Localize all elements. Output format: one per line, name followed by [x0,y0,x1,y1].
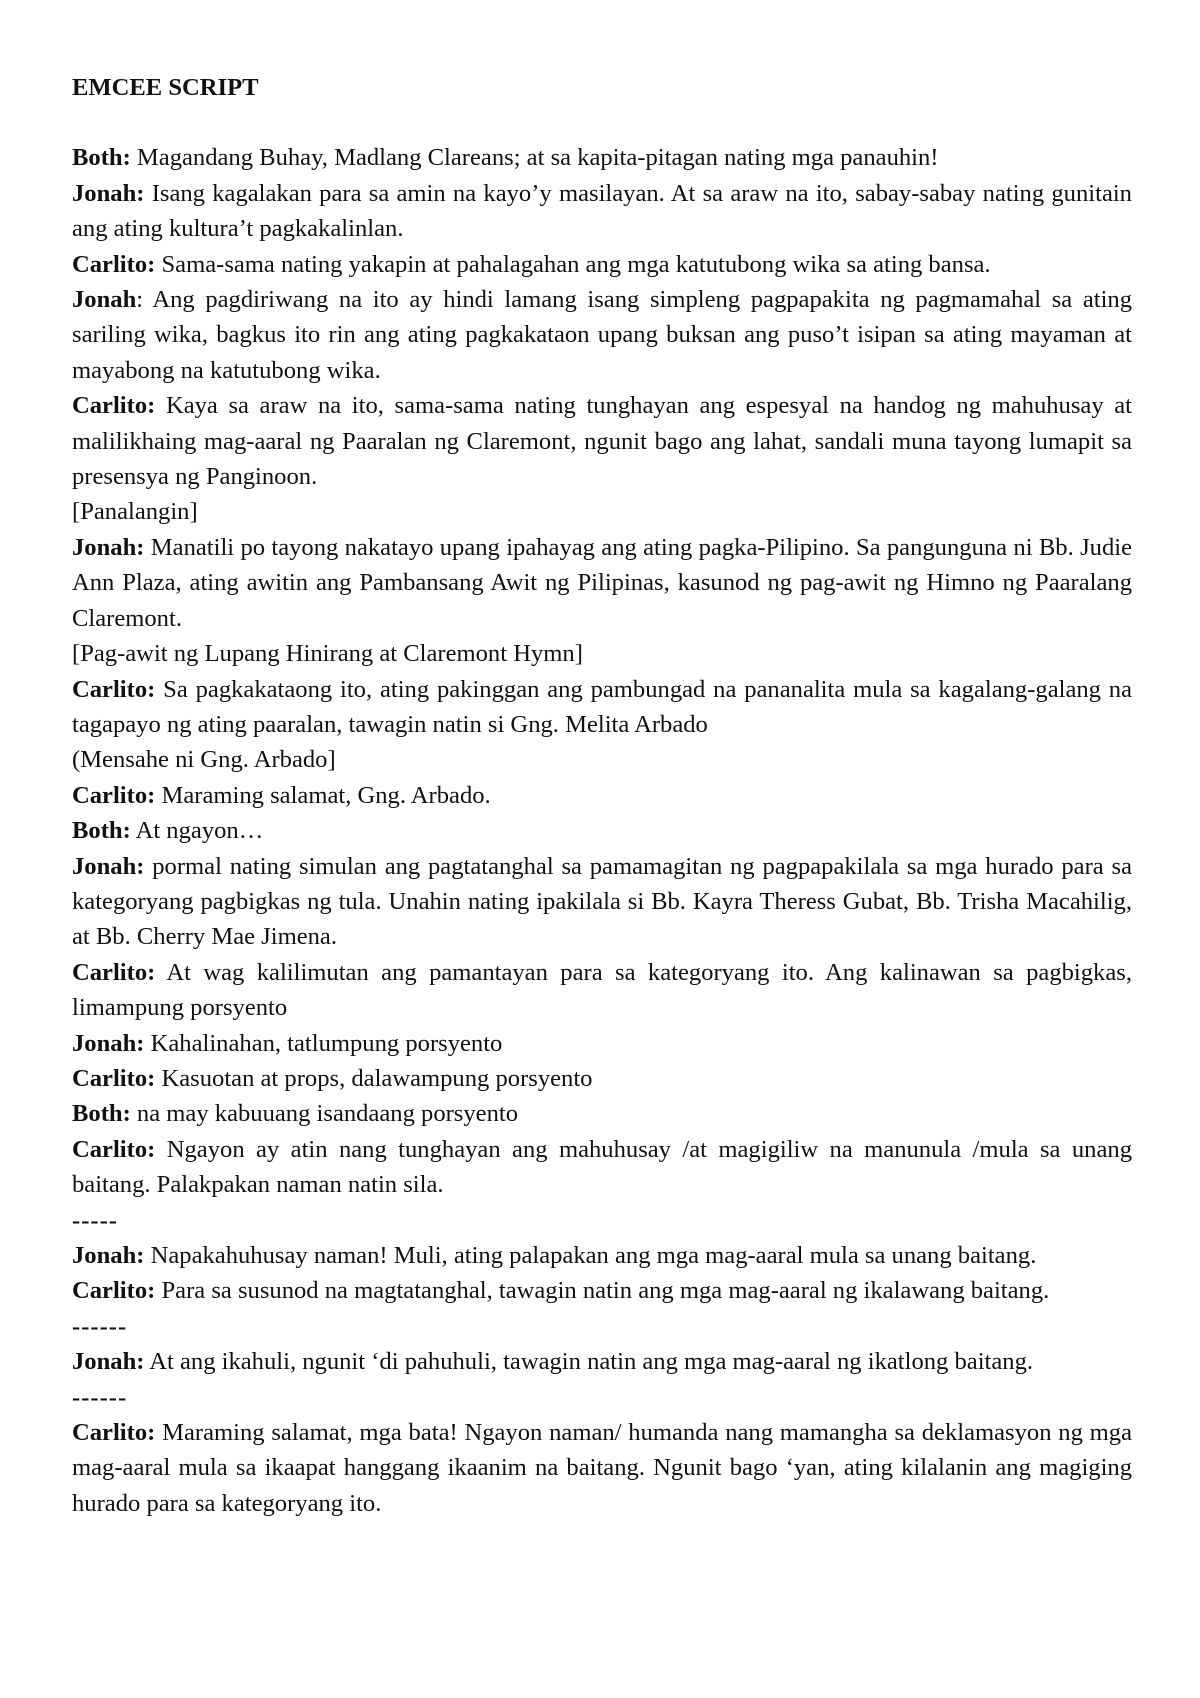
dialogue-line [72,1344,1132,1379]
dialogue-line [72,672,1132,743]
dialogue-text: Ngayon ay atin nang tunghayan ang mahuhusay /at magigiliw na manunula /mula sa unang baitang. Palakpakan naman natin sila. [72,1135,1132,1199]
dialogue-text: Para sa susunod na magtatanghal, tawagin natin ang mga mag-aaral ng ikalawang baitang. [161,1277,1050,1305]
speaker-label: Jonah [72,286,137,314]
separator: ------ [72,1383,128,1411]
stage-direction: (Mensahe ni Gng. Arbado] [72,746,336,774]
dialogue-line [72,388,1132,494]
dialogue-text: At ang ikahuli, ngunit ‘di pahuhuli, tawagin natin ang mga mag-aaral ng ikatlong baitang. [149,1348,1034,1376]
speaker-label: Jonah: [72,179,145,207]
document-title: EMCEE SCRIPT [72,74,259,101]
speaker-label: Carlito: [72,1419,156,1447]
dialogue-line [72,849,1132,955]
speaker-label: Jonah: [72,852,145,880]
dialogue-text: Maraming salamat, Gng. Arbado. [161,781,491,809]
dialogue-line [72,778,1132,813]
dialogue-line [72,813,1132,848]
dialogue-line [72,1096,1132,1131]
speaker-label: Carlito: [72,1135,156,1163]
dialogue-text: Kaya sa araw na ito, sama-sama nating tunghayan ang espesyal na handog ng mahuhusay at malilikhaing mag-aaral ng Paaralan ng Claremont, ngunit bago ang lahat, sandali muna tayong lumapit sa presensya ng Panginoon. [72,392,1132,491]
speaker-label: Carlito: [72,1277,156,1305]
speaker-label: Carlito: [72,250,156,278]
dialogue-text: Manatili po tayong nakatayo upang ipahayag ang ating pagka-Pilipino. Sa pangunguna ni Bb. Judie Ann Plaza, ating awitin ang Pambansang Awit ng Pilipinas, kasunod ng pag-awit ng Himno ng Paaralang Claremont. [72,533,1132,632]
dialogue-line [72,1132,1132,1203]
separator: ----- [72,1206,118,1234]
speaker-label: Carlito: [72,958,156,986]
dialogue-text: Kahalinahan, tatlumpung porsyento [150,1029,503,1057]
dialogue-line [72,530,1132,636]
script-body [72,140,1132,1521]
dialogue-text: At wag kalilimutan ang pamantayan para sa kategoryang ito. Ang kalinawan sa pagbigkas, limampung porsyento [72,958,1132,1022]
stage-direction: [Panalangin] [72,498,198,526]
dialogue-text: pormal nating simulan ang pagtatanghal sa pamamagitan ng pagpapakilala sa mga hurado para sa kategoryang pagbigkas ng tula. Unahin nating ipakilala si Bb. Kayra Theress Gubat, Bb. Trisha Macahilig, at Bb. Cherry Mae Jimena. [72,852,1132,951]
speaker-label: Carlito: [72,1064,156,1092]
dialogue-text: Napakahuhusay naman! Muli, ating palapakan ang mga mag-aaral mula sa unang baitang. [150,1242,1037,1269]
speaker-label: Both: [72,817,131,845]
speaker-label: Jonah: [72,1242,145,1269]
speaker-label: Both: [72,1100,131,1128]
stage-direction: [Pag-awit ng Lupang Hinirang at Claremont Hymn] [72,640,583,668]
dialogue-text: Isang kagalakan para sa amin na kayo’y masilayan. At sa araw na ito, sabay-sabay nating gunitain ang ating kultura’t pagkakalinlan. [72,179,1132,243]
speaker-label: Carlito: [72,781,156,809]
dialogue-text: Sama-sama nating yakapin at pahalagahan ang mga katutubong wika sa ating bansa. [161,250,991,278]
dialogue-text: Sa pagkakataong ito, ating pakinggan ang pambungad na pananalita mula sa kagalang-galang na tagapayo ng ating paaralan, tawagin natin si Gng. Melita Arbado [72,675,1132,738]
dialogue-line [72,282,1132,388]
dialogue-line [72,176,1132,247]
dialogue-text: At ngayon… [135,817,264,845]
speaker-label: Jonah: [72,533,145,561]
document-page [72,70,1132,1521]
dialogue-text: : Ang pagdiriwang na ito ay hindi lamang isang simpleng pagpapakita ng pagmamahal sa ating sariling wika, bagkus ito rin ang ating pagkakataon upang buksan ang puso’t isipan sa ating mayaman at mayabong na katutubong wika. [72,286,1132,384]
dialogue-text: Magandang Buhay, Madlang Clareans; at sa kapita-pitagan nating mga panauhin! [136,144,939,172]
dialogue-text: Kasuotan at props, dalawampung porsyento [161,1064,593,1092]
dialogue-line [72,1273,1132,1308]
dialogue-line [72,140,1132,175]
separator: ------ [72,1312,128,1340]
speaker-label: Carlito: [72,675,156,703]
speaker-label: Jonah: [72,1029,145,1057]
speaker-label: Carlito: [72,392,156,420]
dialogue-line [72,1026,1132,1061]
dialogue-line [72,1415,1132,1521]
dialogue-text: Maraming salamat, mga bata! Ngayon naman/ humanda nang mamangha sa deklamasyon ng mga mag-aaral mula sa ikaapat hanggang ikaanim na baitang. Ngunit bago ‘yan, ating kilalanin ang magiging hurado para sa kategoryang ito. [72,1419,1133,1517]
speaker-label: Jonah: [72,1348,145,1376]
speaker-label: Both: [72,144,131,172]
dialogue-line [72,1061,1132,1096]
dialogue-line [72,955,1132,1026]
dialogue-text: na may kabuuang isandaang porsyento [136,1100,519,1128]
dialogue-line [72,1238,1132,1273]
dialogue-line [72,247,1132,282]
